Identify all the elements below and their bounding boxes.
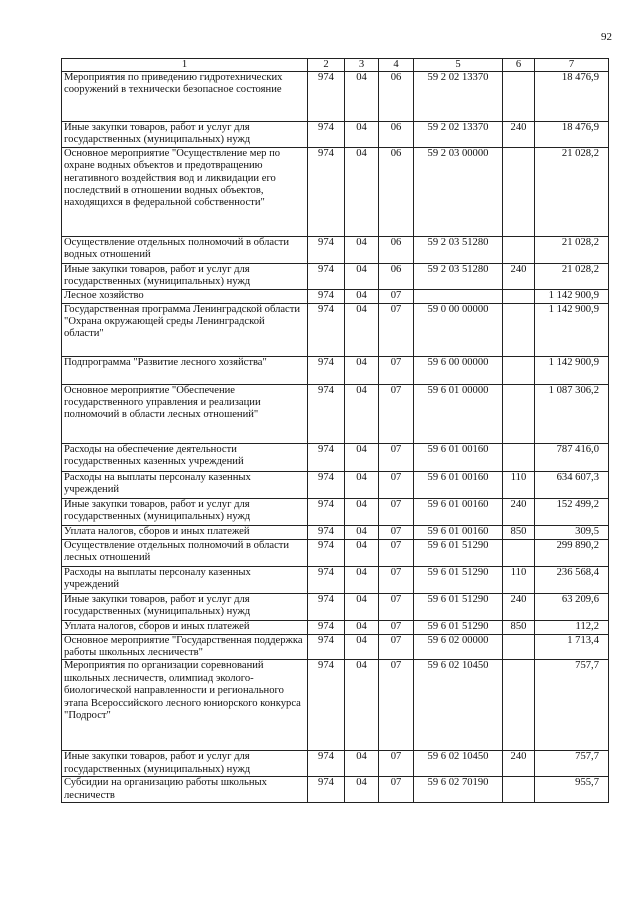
row-subsection: 07 [379,566,414,593]
column-header: 3 [345,59,379,72]
row-description: Основное мероприятие "Осуществление мер по охране водных объектов и предотвращению негативного воздействия вод и ликвидации его последствий в отношении водных объектов, находящихся в федеральной собственности" [62,147,308,236]
row-description: Основное мероприятие "Обеспечение государственного управления и реализации полномочий в области лесных отношений" [62,384,308,443]
row-description: Мероприятия по организации соревнований школьных лесничеств, олимпиад эколого-биологической направленности и регионального этапа Всероссийского лесного юниорского конкурса "Подрост" [62,660,308,751]
row-description: Подпрограмма "Развитие лесного хозяйства" [62,356,308,384]
budget-table [61,58,609,803]
row-amount: 299 890,2 [535,539,609,566]
row-section: 04 [345,72,379,122]
row-expense-type: 240 [503,263,535,289]
row-target-article: 59 6 00 00000 [414,356,503,384]
row-target-article: 59 6 01 51290 [414,593,503,620]
row-description: Расходы на выплаты персоналу казенных учреждений [62,471,308,498]
table-row [62,443,609,471]
table-row [62,539,609,566]
row-subsection: 07 [379,443,414,471]
row-ministry-code: 974 [308,147,345,236]
row-expense-type: 110 [503,566,535,593]
row-expense-type [503,147,535,236]
row-description: Иные закупки товаров, работ и услуг для государственных (муниципальных) нужд [62,593,308,620]
table-row [62,471,609,498]
row-target-article: 59 0 00 00000 [414,303,503,356]
row-amount: 63 209,6 [535,593,609,620]
row-amount: 1 713,4 [535,634,609,660]
table-row [62,263,609,289]
row-section: 04 [345,356,379,384]
row-ministry-code: 974 [308,263,345,289]
row-expense-type: 240 [503,751,535,777]
row-ministry-code: 974 [308,236,345,263]
row-target-article: 59 2 02 13370 [414,72,503,122]
row-subsection: 07 [379,593,414,620]
row-target-article [414,289,503,303]
row-target-article: 59 6 02 00000 [414,634,503,660]
row-target-article: 59 6 02 10450 [414,660,503,751]
row-target-article: 59 2 03 51280 [414,236,503,263]
row-ministry-code: 974 [308,620,345,634]
row-amount: 955,7 [535,777,609,803]
row-subsection: 07 [379,751,414,777]
table-row [62,356,609,384]
row-description: Уплата налогов, сборов и иных платежей [62,620,308,634]
row-description: Лесное хозяйство [62,289,308,303]
table-row [62,498,609,525]
row-section: 04 [345,525,379,539]
row-section: 04 [345,289,379,303]
row-subsection: 06 [379,147,414,236]
row-amount: 757,7 [535,751,609,777]
table-row [62,122,609,148]
page-number: 92 [601,31,612,43]
row-section: 04 [345,147,379,236]
row-section: 04 [345,498,379,525]
row-expense-type: 850 [503,525,535,539]
row-expense-type [503,356,535,384]
row-subsection: 07 [379,471,414,498]
table-row [62,303,609,356]
row-amount: 18 476,9 [535,122,609,148]
row-description: Иные закупки товаров, работ и услуг для государственных (муниципальных) нужд [62,263,308,289]
row-ministry-code: 974 [308,525,345,539]
row-expense-type [503,289,535,303]
row-subsection: 06 [379,72,414,122]
row-section: 04 [345,660,379,751]
row-target-article: 59 2 03 51280 [414,263,503,289]
row-target-article: 59 6 01 00160 [414,498,503,525]
row-expense-type [503,660,535,751]
table-row [62,384,609,443]
row-description: Осуществление отдельных полномочий в области лесных отношений [62,539,308,566]
column-header: 1 [62,59,308,72]
row-amount: 309,5 [535,525,609,539]
row-expense-type [503,777,535,803]
row-description: Мероприятия по приведению гидротехнических сооружений в технически безопасное состояние [62,72,308,122]
table-row [62,593,609,620]
row-amount: 152 499,2 [535,498,609,525]
row-section: 04 [345,634,379,660]
row-amount: 21 028,2 [535,147,609,236]
row-amount: 18 476,9 [535,72,609,122]
row-ministry-code: 974 [308,566,345,593]
row-ministry-code: 974 [308,443,345,471]
row-target-article: 59 6 01 00160 [414,471,503,498]
row-amount: 21 028,2 [535,236,609,263]
row-subsection: 07 [379,303,414,356]
row-description: Иные закупки товаров, работ и услуг для государственных (муниципальных) нужд [62,122,308,148]
row-target-article: 59 6 01 00000 [414,384,503,443]
table-row [62,147,609,236]
row-section: 04 [345,751,379,777]
row-target-article: 59 6 01 00160 [414,525,503,539]
row-expense-type: 110 [503,471,535,498]
table-row [62,634,609,660]
row-description: Осуществление отдельных полномочий в области водных отношений [62,236,308,263]
row-description: Уплата налогов, сборов и иных платежей [62,525,308,539]
table-row [62,525,609,539]
table-row [62,751,609,777]
row-amount: 21 028,2 [535,263,609,289]
row-target-article: 59 6 02 10450 [414,751,503,777]
row-target-article: 59 6 01 51290 [414,620,503,634]
row-subsection: 07 [379,498,414,525]
row-target-article: 59 6 01 51290 [414,539,503,566]
row-section: 04 [345,777,379,803]
row-description: Расходы на обеспечение деятельности государственных казенных учреждений [62,443,308,471]
row-amount: 1 142 900,9 [535,356,609,384]
row-target-article: 59 6 02 70190 [414,777,503,803]
row-section: 04 [345,263,379,289]
column-header: 2 [308,59,345,72]
row-ministry-code: 974 [308,593,345,620]
row-subsection: 07 [379,525,414,539]
row-target-article: 59 6 01 51290 [414,566,503,593]
table-row [62,236,609,263]
row-amount: 1 087 306,2 [535,384,609,443]
row-section: 04 [345,566,379,593]
row-expense-type [503,384,535,443]
row-ministry-code: 974 [308,660,345,751]
row-ministry-code: 974 [308,539,345,566]
row-target-article: 59 2 02 13370 [414,122,503,148]
table-row [62,566,609,593]
row-expense-type [503,443,535,471]
row-ministry-code: 974 [308,751,345,777]
row-subsection: 07 [379,356,414,384]
row-expense-type [503,236,535,263]
row-section: 04 [345,443,379,471]
row-section: 04 [345,539,379,566]
row-expense-type: 240 [503,593,535,620]
row-subsection: 07 [379,634,414,660]
row-subsection: 07 [379,660,414,751]
row-ministry-code: 974 [308,384,345,443]
table-header-row [62,59,609,72]
row-ministry-code: 974 [308,634,345,660]
column-header: 5 [414,59,503,72]
table-row [62,660,609,751]
row-ministry-code: 974 [308,72,345,122]
row-section: 04 [345,384,379,443]
row-description: Государственная программа Ленинградской области "Охрана окружающей среды Ленинградской области" [62,303,308,356]
row-expense-type: 240 [503,498,535,525]
row-ministry-code: 974 [308,122,345,148]
row-section: 04 [345,303,379,356]
row-ministry-code: 974 [308,777,345,803]
row-description: Субсидии на организацию работы школьных лесничеств [62,777,308,803]
row-ministry-code: 974 [308,289,345,303]
row-expense-type [503,72,535,122]
row-subsection: 07 [379,620,414,634]
row-ministry-code: 974 [308,498,345,525]
row-subsection: 07 [379,539,414,566]
row-target-article: 59 6 01 00160 [414,443,503,471]
row-amount: 112,2 [535,620,609,634]
table-row [62,289,609,303]
row-ministry-code: 974 [308,356,345,384]
row-subsection: 06 [379,236,414,263]
row-amount: 236 568,4 [535,566,609,593]
row-subsection: 07 [379,777,414,803]
row-subsection: 06 [379,122,414,148]
row-expense-type [503,303,535,356]
row-subsection: 07 [379,384,414,443]
row-description: Основное мероприятие "Государственная поддержка работы школьных лесничеств" [62,634,308,660]
row-expense-type: 240 [503,122,535,148]
row-amount: 1 142 900,9 [535,289,609,303]
table-row [62,777,609,803]
row-description: Иные закупки товаров, работ и услуг для государственных (муниципальных) нужд [62,498,308,525]
row-target-article: 59 2 03 00000 [414,147,503,236]
column-header: 7 [535,59,609,72]
row-ministry-code: 974 [308,303,345,356]
row-expense-type [503,539,535,566]
row-amount: 1 142 900,9 [535,303,609,356]
row-amount: 757,7 [535,660,609,751]
row-expense-type [503,634,535,660]
row-section: 04 [345,236,379,263]
row-ministry-code: 974 [308,471,345,498]
row-section: 04 [345,593,379,620]
row-subsection: 06 [379,263,414,289]
column-header: 4 [379,59,414,72]
row-section: 04 [345,620,379,634]
row-section: 04 [345,471,379,498]
row-amount: 787 416,0 [535,443,609,471]
row-expense-type: 850 [503,620,535,634]
table-row [62,620,609,634]
row-subsection: 07 [379,289,414,303]
row-description: Иные закупки товаров, работ и услуг для государственных (муниципальных) нужд [62,751,308,777]
table-row [62,72,609,122]
row-description: Расходы на выплаты персоналу казенных учреждений [62,566,308,593]
row-amount: 634 607,3 [535,471,609,498]
row-section: 04 [345,122,379,148]
column-header: 6 [503,59,535,72]
